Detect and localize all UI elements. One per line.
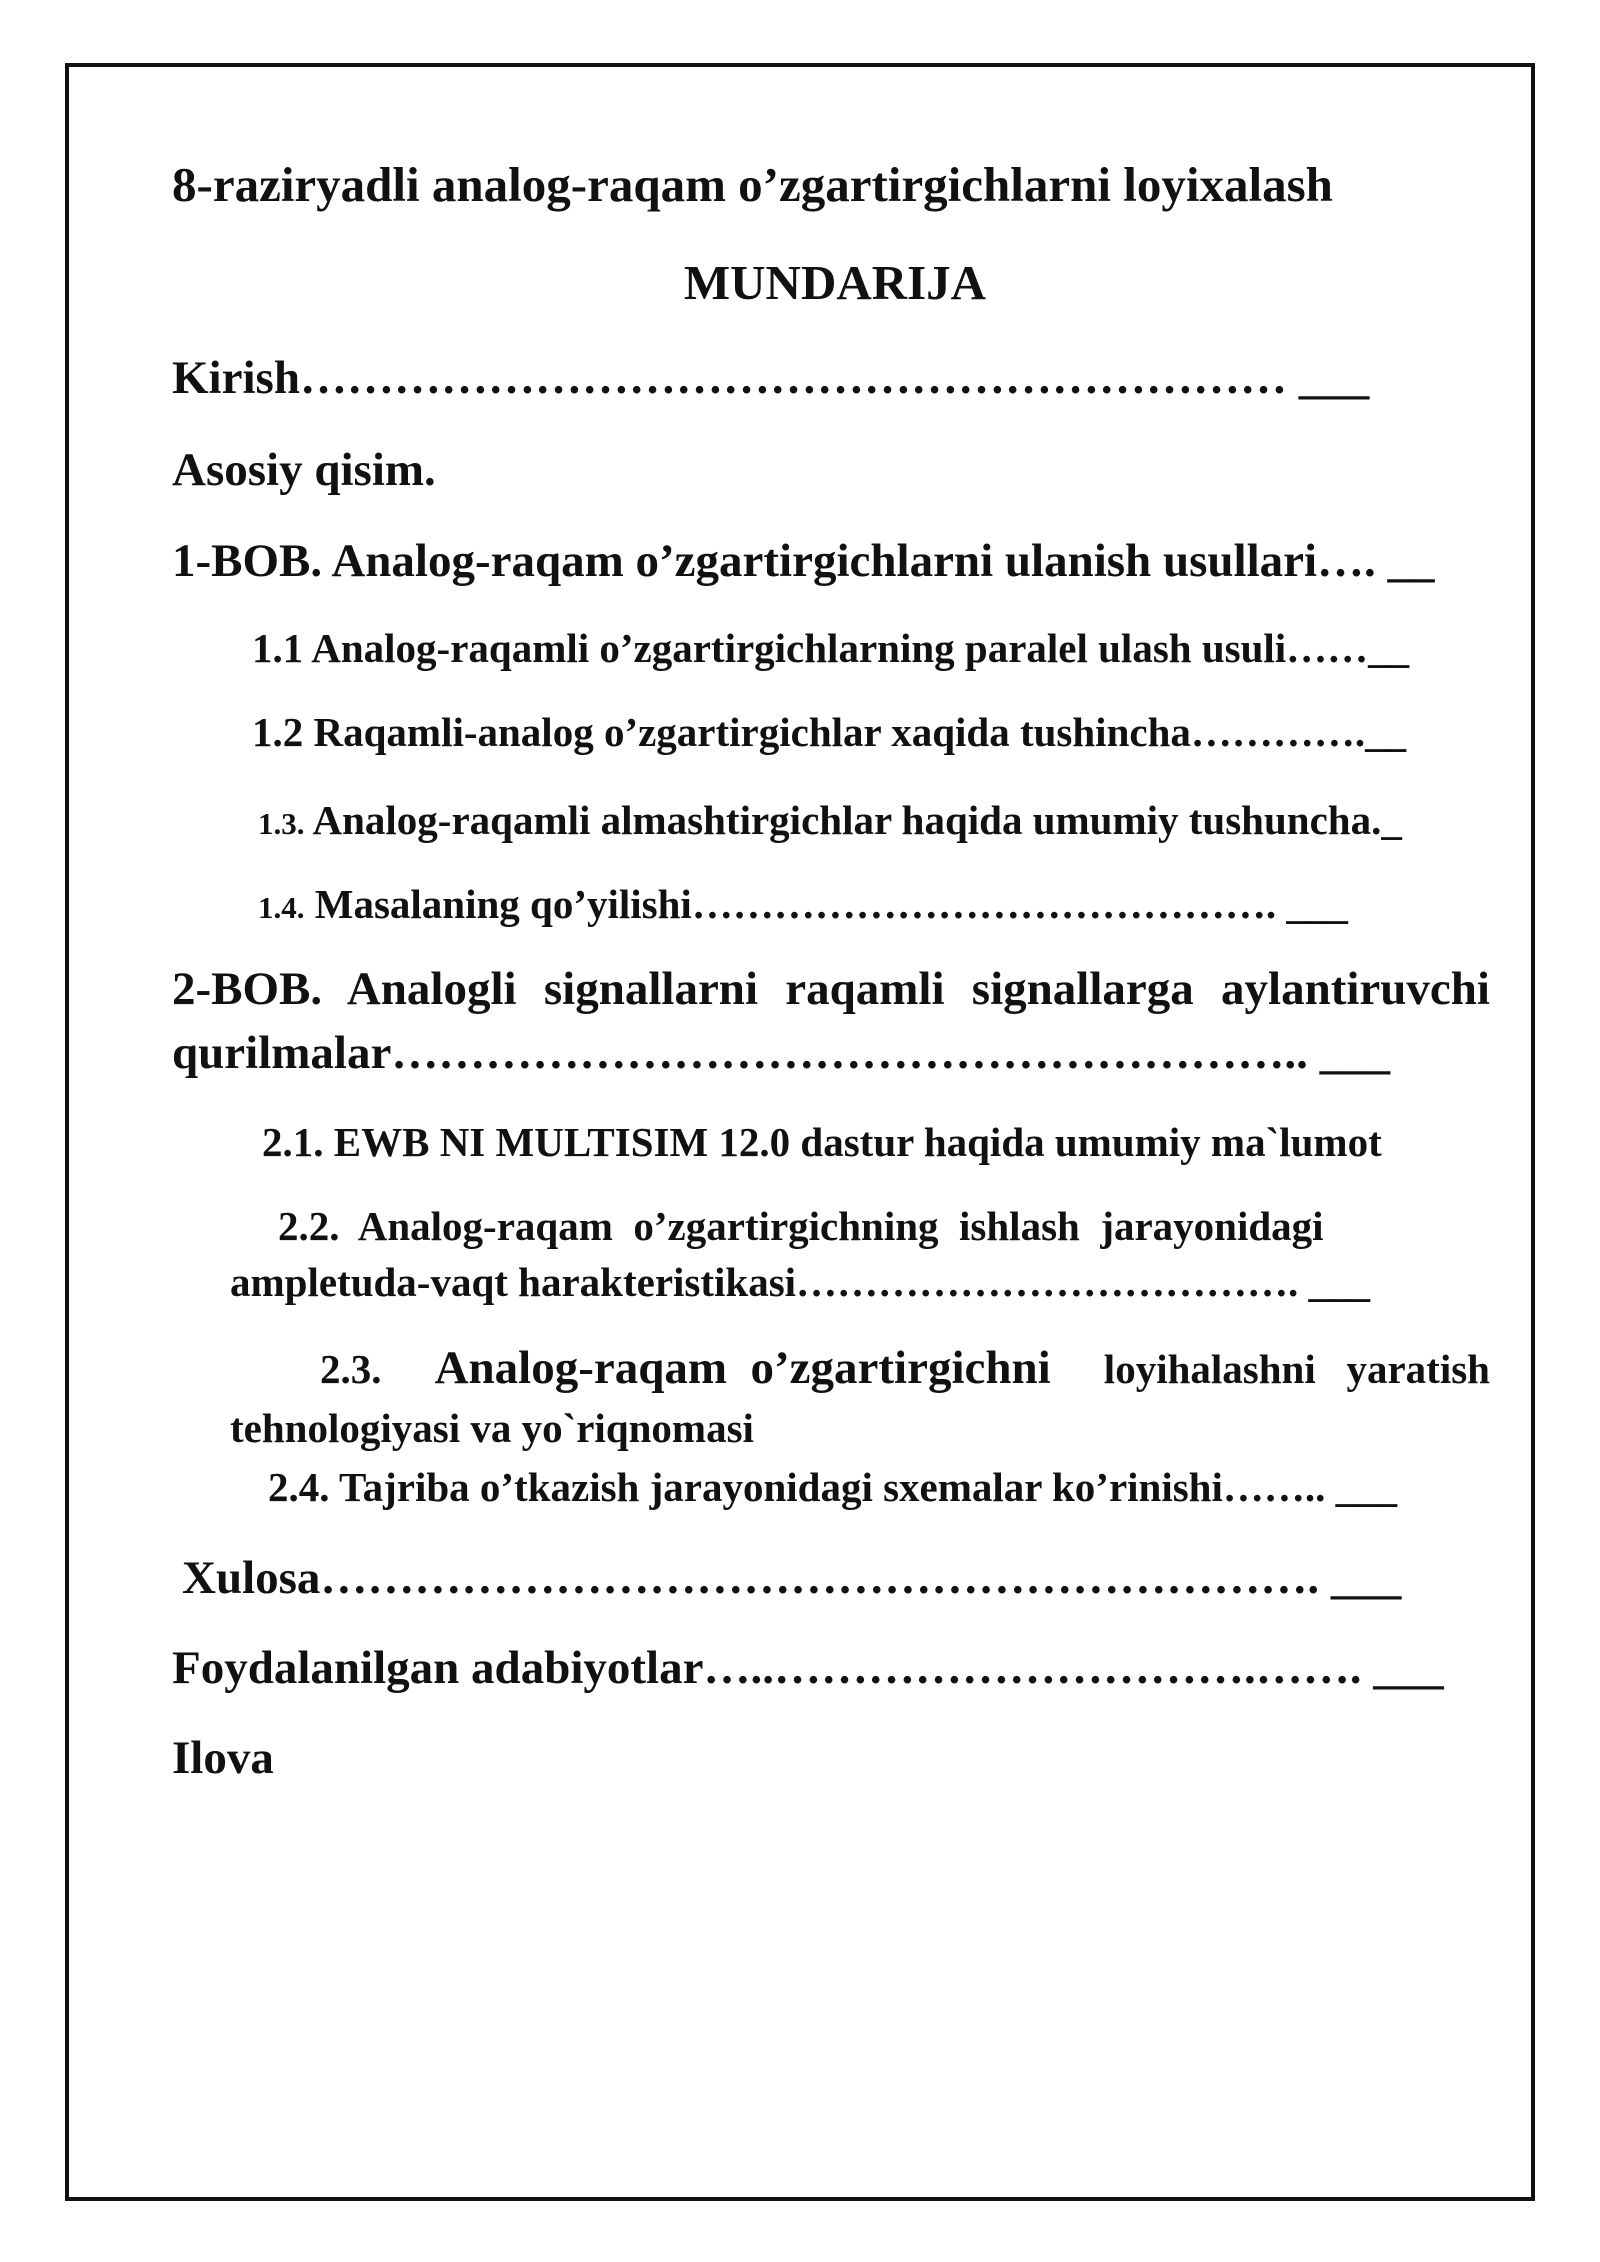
toc-entry-1-3 [258, 797, 1402, 843]
toc-entry-2-2: 2.2. Analog-raqam o’zgartirgichning ishlash jarayonidagi [278, 1203, 1324, 1249]
toc-entry-kirish: Kirish……………………………………………………… ___ [172, 352, 1370, 404]
toc-entry-foydalanilgan-adabiyotlar: Foydalanilgan adabiyotlar…..………………………….……. ___ [172, 1642, 1444, 1694]
toc-entry-chapter-1: 1-BOB. Analog-raqam o’zgartirgichlarni ulanish usullari…. __ [172, 535, 1435, 587]
toc-entry-2-1: 2.1. EWB NI MULTISIM 12.0 dastur haqida umumiy ma`lumot [262, 1119, 1382, 1165]
toc-entry-asosiy-qisim: Asosiy qisim. [172, 444, 436, 496]
toc-entry-1-1: 1.1 Analog-raqamli o’zgartirgichlarning paralel ulash usuli……__ [252, 625, 1410, 671]
toc-entry-chapter-2: 2-BOB. Analogli signallarni raqamli signallarga aylantiruvchi [172, 963, 1490, 1015]
toc-entry-1-4 [258, 881, 1348, 927]
toc-entry-1-4-text: Masalaning qo’yilishi……………………………………. ___ [304, 881, 1348, 927]
toc-entry-2-4: 2.4. Tajriba o’tkazish jarayonidagi sxemalar ko’rinishi…….. ___ [268, 1464, 1398, 1510]
toc-entry-1-2: 1.2 Raqamli-analog o’zgartirgichlar xaqida tushincha………….__ [252, 709, 1407, 755]
toc-entry-2-3-number: 2.3. [320, 1346, 382, 1392]
toc-entry-2-3 [320, 1342, 1490, 1394]
toc-entry-2-2-cont: ampletuda-vaqt harakteristikasi………………………………. ___ [230, 1259, 1371, 1305]
toc-heading: MUNDARIJA [683, 255, 987, 310]
toc-entry-1-4-number: 1.4. [258, 890, 305, 925]
toc-entry-2-3-cont: tehnologiyasi va yo`riqnomasi [230, 1405, 754, 1451]
toc-entry-2-3-text: Analog-raqam o’zgartirgichni [434, 1342, 1051, 1394]
toc-entry-2-3-text-cont: loyihalashni yaratish [1103, 1346, 1490, 1392]
document-title: 8-raziryadli analog-raqam o’zgartirgichlarni loyixalash [172, 157, 1333, 212]
toc-entry-ilova: Ilova [172, 1732, 274, 1784]
toc-entry-1-3-text: Analog-raqamli almashtirgichlar haqida umumiy tushuncha._ [304, 797, 1402, 843]
toc-entry-chapter-2-cont: qurilmalar………………………………………………….. ___ [172, 1027, 1391, 1079]
toc-entry-1-3-number: 1.3. [258, 806, 305, 841]
toc-entry-xulosa: Xulosa………………………………………………………. ___ [182, 1552, 1402, 1604]
